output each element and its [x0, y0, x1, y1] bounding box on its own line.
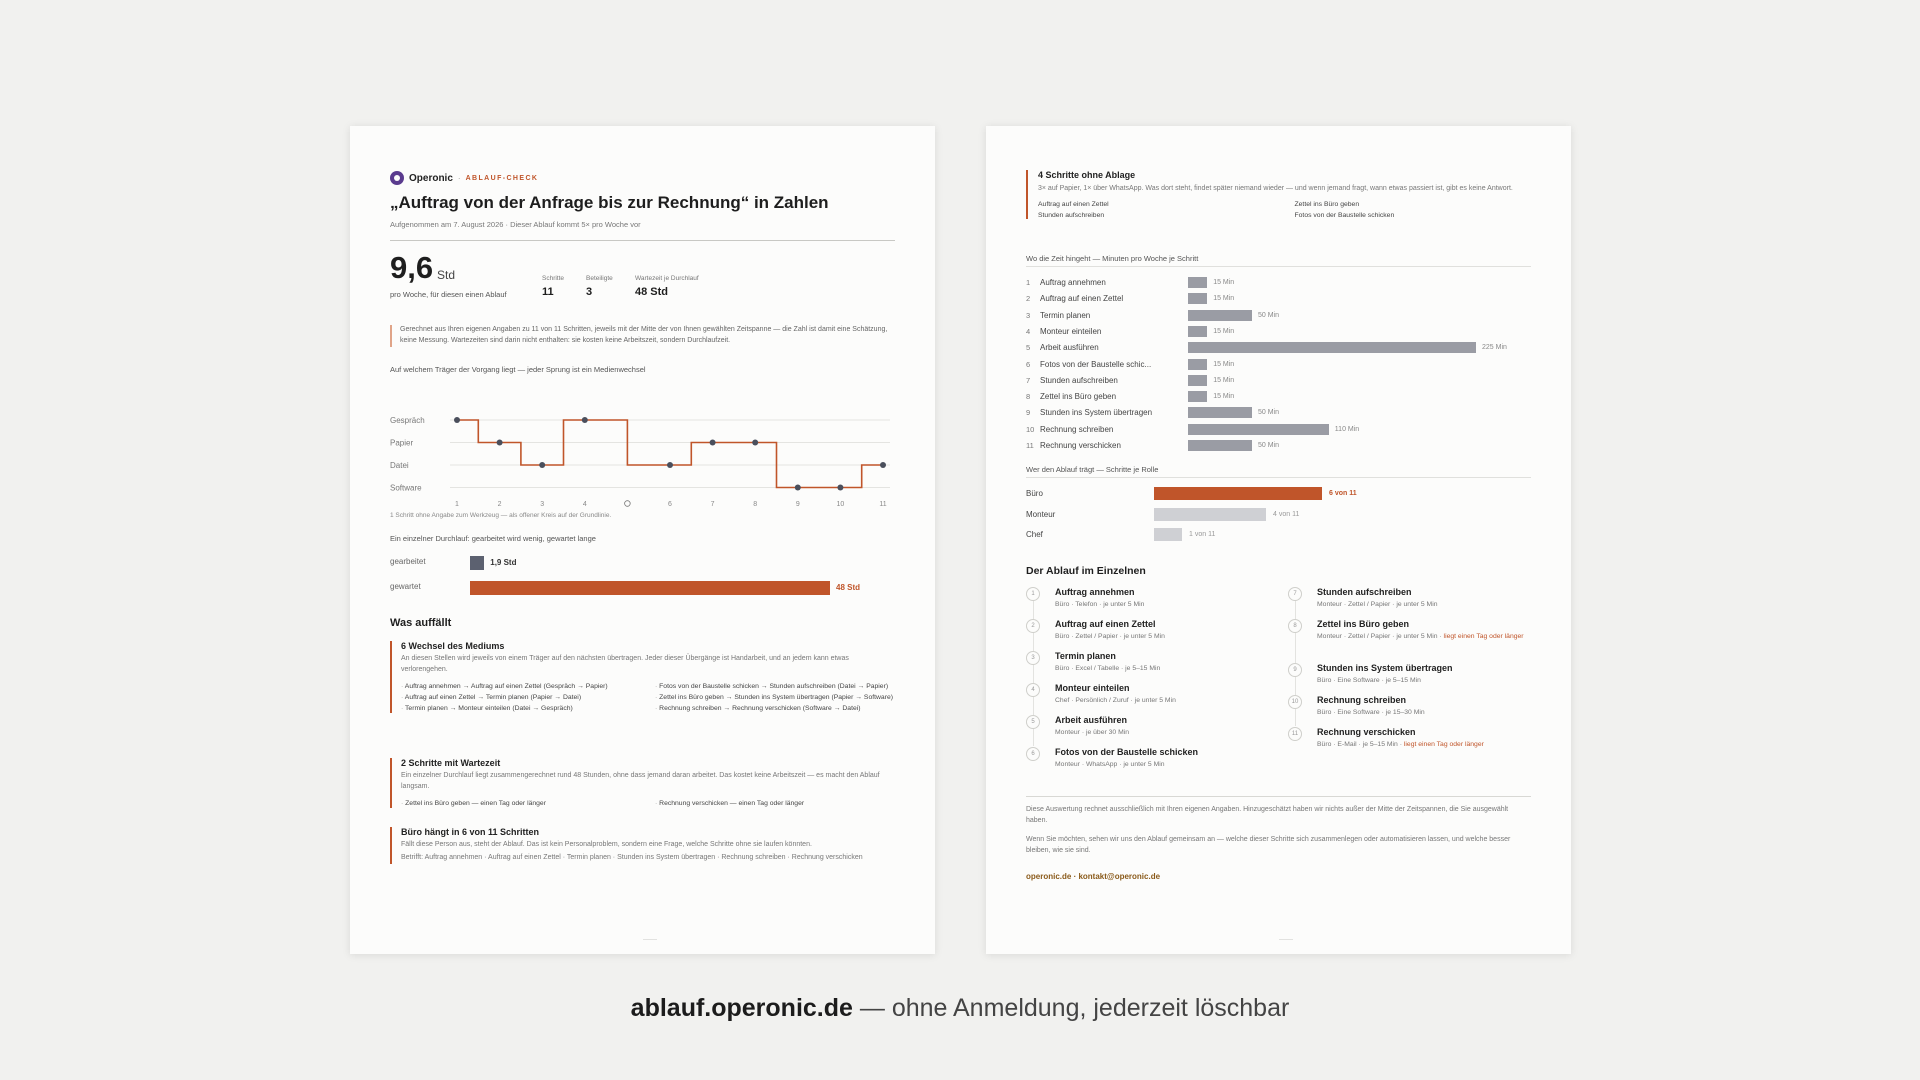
y-tick-label: Papier	[390, 438, 414, 448]
step-title: Stunden ins System übertragen	[1317, 663, 1453, 673]
time-row	[1026, 390, 1531, 404]
step-number: 8	[1288, 619, 1302, 633]
stat-value: 48 Std	[635, 286, 669, 298]
stat-label: Schritte	[542, 275, 565, 282]
bar-value: 1,9 Std	[490, 558, 517, 567]
medium-chart-footnote: 1 Schritt ohne Angabe zum Werkzeug — als offener Kreis auf der Grundlinie.	[390, 512, 612, 519]
step-number: 1	[1026, 587, 1040, 601]
list-item: · Auftrag annehmen → Auftrag auf einen Zettel (Gespräch → Papier)	[401, 682, 641, 691]
step-meta: Büro · Zettel / Papier · je unter 5 Min	[1055, 633, 1165, 640]
bar	[1188, 440, 1252, 451]
process-step	[1288, 727, 1528, 757]
time-row	[1026, 309, 1531, 323]
step-number: 11	[1288, 727, 1302, 741]
bar	[1188, 407, 1252, 418]
step-number: 2	[1026, 619, 1040, 633]
observation-text: Fällt diese Person aus, steht der Ablauf. Das ist kein Personalproblem, sondern eine Frage, welche Schritte ohne sie laufen könnten.	[401, 841, 812, 848]
step-number: 9	[1288, 663, 1302, 677]
list-item: Stunden aufschreiben	[1038, 211, 1105, 219]
divider	[1026, 266, 1531, 267]
row-number: 10	[1026, 424, 1035, 434]
list-item: · Fotos von der Baustelle schicken → Stunden aufschreiben (Datei → Papier)	[655, 682, 895, 691]
bar-value: 6 von 11	[1329, 490, 1357, 497]
observation-text: Ein einzelner Durchlauf liegt zusammengerechnet rund 48 Stunden, ohne dass jemand daran arbeitet. Das kostet keine Arbeitszeit — es macht den Ablauf langsam.	[401, 772, 880, 790]
bar-value: 15 Min	[1213, 376, 1235, 384]
process-step	[1026, 619, 1266, 649]
row-number: 9	[1026, 408, 1031, 418]
time-row	[1026, 341, 1531, 355]
report-title: „Auftrag von der Anfrage bis zur Rechnung“ in Zahlen	[390, 193, 829, 212]
footer-note: Diese Auswertung rechnet ausschließlich mit Ihren eigenen Angaben. Hinzugeschätzt haben wir nichts außer der Mitte der Zeitspannen, die Sie ausgewählt haben.	[1026, 806, 1509, 824]
list-item: · Zettel ins Büro geben — einen Tag oder länger	[401, 799, 641, 808]
headline-caption: pro Woche, für diesen einen Ablauf	[390, 290, 507, 299]
step-title: Auftrag annehmen	[1055, 587, 1135, 597]
process-step	[1026, 651, 1266, 681]
observation-title: 2 Schritte mit Wartezeit	[401, 758, 501, 768]
step-title: Arbeit ausführen	[1055, 715, 1128, 725]
data-point	[539, 462, 545, 468]
bar	[1154, 487, 1322, 500]
step-meta: Büro · Eine Software · je 5–15 Min	[1317, 677, 1421, 684]
role-row	[1026, 486, 1531, 502]
row-number: 3	[1026, 310, 1031, 320]
caption-text: — ohne Anmeldung, jederzeit löschbar	[852, 994, 1290, 1022]
step-meta: Monteur · je über 30 Min	[1055, 729, 1130, 736]
divider	[390, 240, 895, 241]
x-tick-label: 2	[497, 501, 502, 508]
process-step	[1026, 715, 1266, 745]
time-row	[1026, 325, 1531, 339]
data-point	[837, 485, 843, 491]
time-row	[1026, 292, 1531, 306]
role-chart-caption: Wer den Ablauf trägt — Schritte je Rolle	[1026, 465, 1159, 474]
bar	[1188, 277, 1207, 288]
step-meta: Büro · Excel / Tabelle · je 5–15 Min	[1055, 665, 1161, 672]
bar-value: 48 Std	[836, 583, 861, 592]
row-number: 5	[1026, 343, 1031, 353]
step-meta: Monteur · Zettel / Papier · je unter 5 Min · liegt einen Tag oder länger	[1317, 633, 1524, 640]
row-label: Rechnung verschicken	[1040, 441, 1121, 450]
page-marker	[1279, 939, 1293, 940]
missing-point	[625, 501, 631, 507]
step-title: Rechnung verschicken	[1317, 727, 1416, 737]
bar-label: gearbeitet	[390, 557, 426, 566]
bar	[1154, 528, 1182, 541]
footer-offer: Wenn Sie möchten, sehen wir uns den Ablauf gemeinsam an — welche dieser Schritte sich zusammenlegen oder automatisieren lassen, und welche besser bleiben, wie sie sind.	[1026, 836, 1511, 854]
headline-unit: Std	[437, 268, 456, 282]
brand-header	[390, 171, 538, 185]
data-point	[752, 440, 758, 446]
step-title: Stunden aufschreiben	[1317, 587, 1412, 597]
step-number: 7	[1288, 587, 1302, 601]
bottom-caption	[0, 994, 1920, 1023]
row-number: 2	[1026, 294, 1031, 304]
details-title: Der Ablauf im Einzelnen	[1026, 565, 1146, 577]
row-label: Fotos von der Baustelle schic...	[1040, 359, 1152, 369]
medium-change-chart	[390, 388, 895, 508]
list-item: · Rechnung schreiben → Rechnung verschicken (Software → Datei)	[655, 704, 895, 713]
step-title: Zettel ins Büro geben	[1317, 619, 1410, 629]
row-number: 1	[1026, 278, 1031, 287]
bar-value: 15 Min	[1213, 295, 1235, 303]
stat-value: 3	[586, 286, 593, 298]
bar-value: 15 Min	[1213, 327, 1235, 335]
list-item: · Zettel ins Büro geben → Stunden ins System übertragen (Papier → Software)	[655, 693, 895, 702]
x-tick-label: 8	[753, 501, 758, 508]
bar-value: 225 Min	[1482, 344, 1507, 352]
data-point	[710, 440, 716, 446]
bar-value: 50 Min	[1258, 442, 1280, 449]
x-tick-label: 9	[795, 501, 800, 508]
x-tick-label: 7	[710, 501, 715, 508]
list-item: · Termin planen → Monteur einteilen (Datei → Gespräch)	[401, 704, 641, 713]
bar	[1188, 391, 1207, 402]
bar	[1188, 293, 1207, 304]
box-title: 4 Schritte ohne Ablage	[1038, 170, 1136, 180]
divider	[1026, 796, 1531, 797]
bar-value: 15 Min	[1213, 360, 1235, 368]
row-number: 7	[1026, 375, 1031, 385]
observation-medium-changes	[390, 641, 895, 713]
row-number: 4	[1026, 326, 1031, 336]
bar	[1154, 508, 1266, 521]
stat-label: Wartezeit je Durchlauf	[635, 275, 699, 282]
row-label: Monteur einteilen	[1040, 326, 1102, 336]
x-tick-label: 1	[455, 501, 459, 508]
process-step	[1026, 587, 1266, 617]
bar-value: 4 von 11	[1273, 510, 1300, 518]
step-title: Termin planen	[1055, 651, 1116, 661]
role-label: Büro	[1026, 489, 1043, 498]
data-point	[880, 462, 886, 468]
bar-row	[390, 554, 895, 570]
step-number: 3	[1026, 651, 1040, 665]
process-step	[1288, 619, 1528, 649]
report-subtitle: Aufgenommen am 7. August 2026 · Dieser Ablauf kommt 5× pro Woche vor	[390, 220, 641, 229]
process-step	[1288, 695, 1528, 725]
stat-waiting	[635, 275, 699, 298]
role-label: Chef	[1026, 530, 1043, 539]
bar-value: 1 von 11	[1189, 531, 1216, 538]
step-meta: Monteur · Zettel / Papier · je unter 5 Min	[1317, 601, 1438, 608]
stat-value: 11	[542, 286, 554, 298]
y-tick-label: Gespräch	[390, 416, 425, 425]
observation-waiting	[390, 758, 895, 808]
step-title: Rechnung schreiben	[1317, 695, 1407, 705]
bar-value: 15 Min	[1213, 393, 1235, 401]
time-row	[1026, 439, 1531, 453]
no-archive-box	[1026, 170, 1531, 219]
bar-value: 15 Min	[1213, 279, 1235, 286]
step-warning: liegt einen Tag oder länger	[1402, 741, 1484, 748]
process-step	[1288, 663, 1528, 693]
method-note: Gerechnet aus Ihren eigenen Angaben zu 11 von 11 Schritten, jeweils mit der Mitte der von Ihnen gewählten Zeitspanne — die Zahl ist damit eine Schätzung, keine Messung. Wartezeiten sind darin nicht enthalten: sie kosten keine Arbeitszeit, sondern Durchlaufzeit.	[390, 325, 895, 347]
row-label: Stunden aufschreiben	[1040, 375, 1118, 385]
time-row	[1026, 406, 1531, 420]
time-row	[1026, 374, 1531, 388]
row-label: Zettel ins Büro geben	[1040, 392, 1117, 402]
process-step	[1026, 747, 1266, 777]
observation-office-dependency	[390, 827, 895, 864]
data-point	[795, 485, 801, 491]
y-tick-label: Software	[390, 483, 422, 493]
x-tick-label: 10	[836, 501, 845, 508]
step-meta: Monteur · WhatsApp · je unter 5 Min	[1055, 761, 1165, 768]
list-item: · Auftrag auf einen Zettel → Termin planen (Papier → Datei)	[401, 693, 641, 702]
process-step	[1026, 683, 1266, 713]
y-tick-label: Datei	[390, 461, 409, 470]
time-row	[1026, 358, 1531, 372]
bar	[1188, 359, 1207, 370]
stat-participants	[586, 275, 613, 298]
data-point	[667, 462, 673, 468]
bar	[1188, 342, 1476, 353]
bar-label: gewartet	[390, 582, 421, 591]
divider	[1026, 477, 1531, 478]
box-list	[1038, 201, 1531, 219]
bar-value: 50 Min	[1258, 409, 1280, 417]
brand-name: Operonic	[409, 172, 453, 184]
bar-value: 110 Min	[1334, 425, 1360, 433]
data-point	[497, 440, 503, 446]
bar	[1188, 424, 1329, 435]
row-label: Auftrag annehmen	[1040, 278, 1106, 287]
observation-title: Büro hängt in 6 von 11 Schritten	[401, 827, 540, 837]
observation-list	[401, 799, 895, 808]
bar-value: 50 Min	[1258, 311, 1280, 319]
data-point	[454, 417, 460, 423]
step-meta: Chef · Persönlich / Zuruf · je unter 5 Min	[1055, 697, 1176, 704]
bar	[1188, 375, 1207, 386]
row-number: 11	[1026, 441, 1034, 450]
list-item: Zettel ins Büro geben	[1294, 200, 1360, 208]
observation-affected: Betrifft: Auftrag annehmen · Auftrag auf einen Zettel · Termin planen · Stunden ins System übertragen · Rechnung schreiben · Rechnung verschicken	[401, 853, 863, 861]
time-row	[1026, 276, 1531, 290]
list-item: Auftrag auf einen Zettel	[1038, 200, 1109, 208]
row-label: Termin planen	[1040, 310, 1091, 320]
step-meta: Büro · E-Mail · je 5–15 Min · liegt einen Tag oder länger	[1317, 741, 1484, 748]
page-marker	[643, 939, 657, 940]
step-meta: Büro · Telefon · je unter 5 Min	[1055, 601, 1145, 608]
step-title: Auftrag auf einen Zettel	[1055, 619, 1156, 629]
brand-tag: ABLAUF-CHECK	[465, 174, 539, 182]
operonic-logo-icon	[390, 171, 404, 185]
report-page-1	[350, 126, 935, 954]
step-warning: liegt einen Tag oder länger	[1441, 633, 1524, 640]
step-title: Fotos von der Baustelle schicken	[1055, 747, 1199, 757]
role-row	[1026, 507, 1531, 523]
medium-chart-caption: Auf welchem Träger der Vorgang liegt — jeder Sprung ist ein Medienwechsel	[390, 365, 646, 374]
x-tick-label: 6	[668, 501, 672, 508]
bar-row	[390, 579, 895, 595]
role-row	[1026, 527, 1531, 543]
step-title: Monteur einteilen	[1055, 683, 1130, 693]
time-row	[1026, 423, 1531, 437]
caption-domain: ablauf.operonic.de	[630, 994, 853, 1022]
observation-text: An diesen Stellen wird jeweils von einem Träger auf den nächsten übertragen. Jeder dieser Übergänge ist Handarbeit, und an jedem kann etwas verlorengehen.	[401, 655, 849, 673]
data-point	[582, 417, 588, 423]
bar	[470, 556, 484, 570]
headline-value: 9,6	[390, 250, 434, 285]
row-number: 6	[1026, 359, 1031, 369]
x-tick-label: 11	[879, 501, 887, 508]
role-label: Monteur	[1026, 509, 1056, 519]
report-page-2	[986, 126, 1571, 954]
contact-links: operonic.de · kontakt@operonic.de	[1026, 872, 1161, 881]
bar	[1188, 326, 1207, 337]
observation-title: 6 Wechsel des Mediums	[401, 641, 505, 651]
bar	[1188, 310, 1252, 321]
observation-list	[401, 682, 895, 714]
row-label: Arbeit ausführen	[1040, 343, 1099, 353]
row-label: Auftrag auf einen Zettel	[1040, 294, 1124, 304]
row-number: 8	[1026, 392, 1031, 402]
box-text: 3× auf Papier, 1× über WhatsApp. Was dort steht, findet später niemand wieder — und wenn jemand fragt, wann etwas passiert ist, gibt es keine Antwort.	[1038, 185, 1513, 192]
section-title: Was auffällt	[390, 617, 452, 629]
row-label: Rechnung schreiben	[1040, 424, 1114, 434]
stat-steps	[542, 275, 564, 298]
row-label: Stunden ins System übertragen	[1040, 408, 1153, 418]
x-tick-label: 3	[540, 501, 545, 508]
cycle-chart-caption: Ein einzelner Durchlauf: gearbeitet wird wenig, gewartet lange	[390, 534, 596, 543]
bar	[470, 581, 830, 595]
stat-label: Beteiligte	[586, 275, 613, 282]
step-number: 5	[1026, 715, 1040, 729]
step-number: 10	[1288, 695, 1302, 709]
list-item: · Rechnung verschicken — einen Tag oder länger	[655, 799, 895, 808]
medium-step-line	[457, 420, 883, 488]
step-number: 6	[1026, 747, 1040, 761]
step-meta: Büro · Eine Software · je 15–30 Min	[1317, 709, 1425, 716]
step-number: 4	[1026, 683, 1040, 697]
list-item: Fotos von der Baustelle schicken	[1294, 211, 1395, 219]
brand-separator: ·	[457, 173, 461, 183]
process-step	[1288, 587, 1528, 617]
x-tick-label: 4	[582, 501, 587, 508]
time-chart-caption: Wo die Zeit hingeht — Minuten pro Woche je Schritt	[1026, 254, 1199, 263]
